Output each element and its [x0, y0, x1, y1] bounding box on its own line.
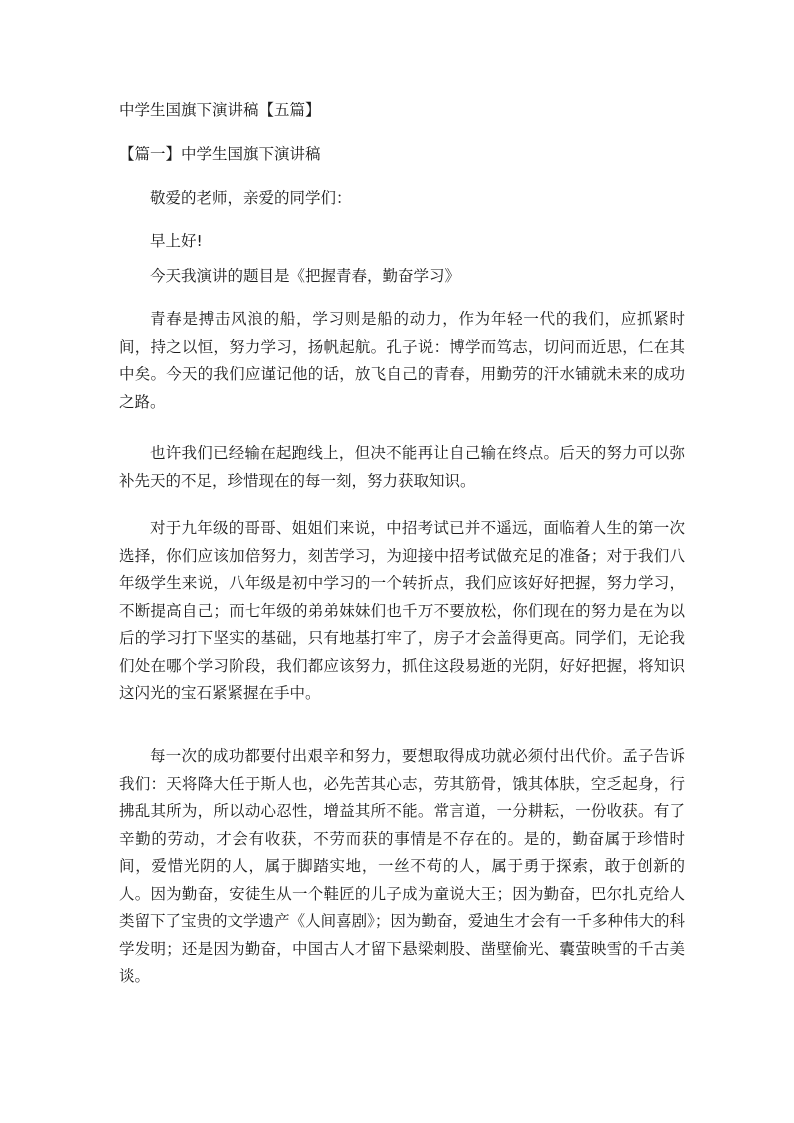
paragraph-topic: 今天我演讲的题目是《把握青春，勤奋学习》 — [150, 267, 461, 285]
paragraph-body: 每一次的成功都要付出艰辛和努力，要想取得成功就必须付出代价。孟子告诉我们：天将降大任于斯人也，必先苦其心志，劳其筋骨，饿其体肤，空乏起身，行拂乱其所为，所以动心忍性，增益其所不能。常言道，一分耕耘，一份收获。有了辛勤的劳动，才会有收获，不劳而获的事情是不存在的。是的，勤奋属于珍惜时间，爱惜光阴的人，属于脚踏实地，一丝不苟的人，属于勇于探索，敢于创新的人。因为勤奋，安徒生从一个鞋匠的儿子成为童说大王；因为勤奋，巴尔扎克给人类留下了宝贵的文学遗产《人间喜剧》；因为勤奋，爱迪生才会有一千多种伟大的科学发明；还是因为勤奋，中国古人才留下悬梁刺股、凿壁偷光、囊萤映雪的千古美谈。 — [119, 747, 685, 985]
paragraph-greeting: 敬爱的老师，亲爱的同学们： — [150, 189, 352, 207]
paragraph-body: 青春是搏击风浪的船，学习则是船的动力，作为年轻一代的我们，应抓紧时间，持之以恒，努力学习，扬帆起航。孔子说：博学而笃志，切问而近思，仁在其中矣。今天的我们应谨记他的话，放飞自己的青春，用勤劳的汗水铺就未来的成功之路。 — [119, 310, 685, 411]
paragraph-body: 也许我们已经输在起跑线上，但决不能再让自己输在终点。后天的努力可以弥补先天的不足，珍惜现在的每一刻，努力获取知识。 — [119, 444, 685, 490]
document-title: 中学生国旗下演讲稿【五篇】 — [119, 101, 321, 119]
paragraph-body: 对于九年级的哥哥、姐姐们来说，中招考试已并不遥远，面临着人生的第一次选择，你们应该加倍努力，刻苦学习，为迎接中招考试做充足的准备；对于我们八年级学生来说，八年级是初中学习的一个转折点，我们应该好好把握，努力学习，不断提高自己；而七年级的弟弟妹妹们也千万不要放松，你们现在的努力是在为以后的学习打下坚实的基础，只有地基打牢了，房子才会盖得更高。同学们，无论我们处在哪个学习阶段，我们都应该努力，抓住这段易逝的光阴，好好把握，将知识这闪光的宝石紧紧握在手中。 — [119, 519, 685, 702]
paragraph-good-morning: 早上好! — [150, 232, 203, 250]
section-title: 【篇一】中学生国旗下演讲稿 — [119, 145, 321, 163]
